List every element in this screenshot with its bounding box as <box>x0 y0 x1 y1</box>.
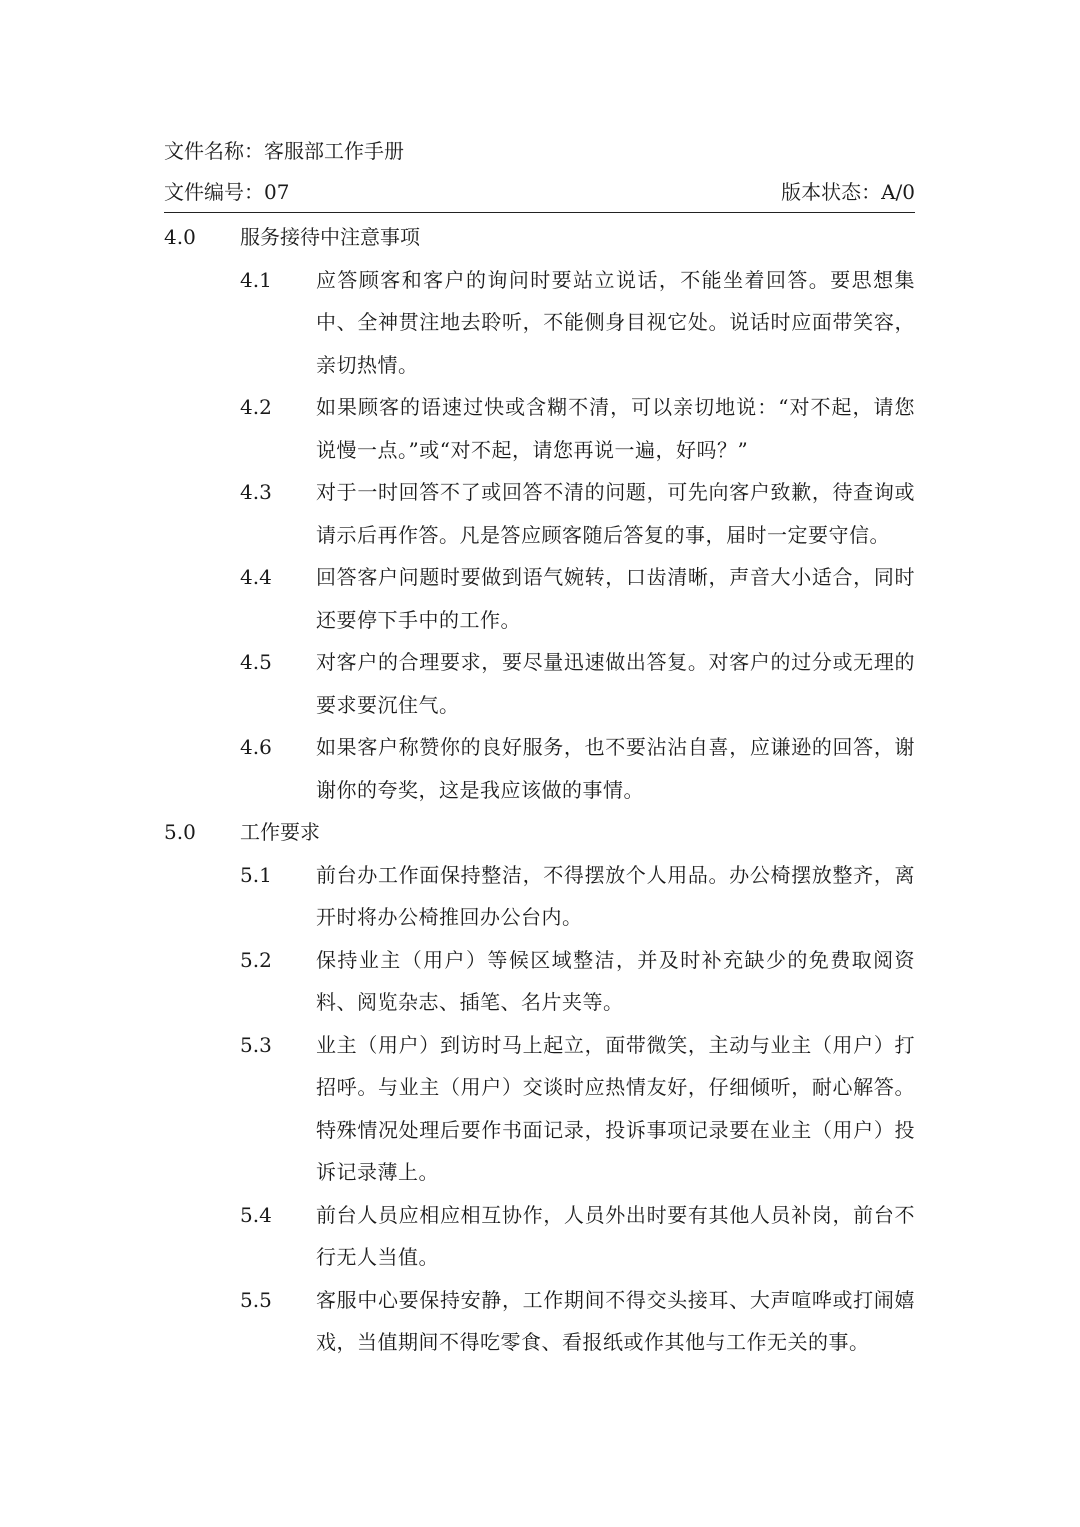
item-text: 应答顾客和客户的询问时要站立说话，不能坐着回答。要思想集中、全神贯注地去聆听，不能侧身目视它处。说话时应面带笑容，亲切热情。 <box>316 267 915 377</box>
section-heading <box>164 811 915 854</box>
item-number: 5.2 <box>240 947 272 972</box>
list-item <box>164 259 915 387</box>
list-item <box>164 1279 915 1364</box>
file-number: 文件编号：07 <box>164 180 290 204</box>
list-item <box>164 471 915 556</box>
section-title: 服务接待中注意事项 <box>240 225 420 249</box>
item-text: 前台人员应相应相互协作，人员外出时要有其他人员补岗，前台不行无人当值。 <box>316 1202 915 1269</box>
item-text: 业主（用户）到访时马上起立，面带微笑，主动与业主（用户）打招呼。与业主（用户）交谈时应热情友好，仔细倾听，耐心解答。特殊情况处理后要作书面记录，投诉事项记录要在业主（用户）投诉记录薄上。 <box>316 1032 915 1184</box>
item-number: 5.1 <box>240 862 272 887</box>
item-number: 4.5 <box>240 650 272 674</box>
item-text: 前台办工作面保持整洁，不得摆放个人用品。办公椅摆放整齐，离开时将办公椅推回办公台内。 <box>316 862 915 929</box>
list-item <box>164 1024 915 1194</box>
section-number: 4.0 <box>164 225 196 249</box>
list-item <box>164 386 915 471</box>
item-text: 保持业主（用户）等候区域整洁，并及时补充缺少的免费取阅资料、阅览杂志、插笔、名片夹等。 <box>316 947 915 1014</box>
list-item <box>164 641 915 726</box>
list-item <box>164 854 915 939</box>
item-number: 5.3 <box>240 1032 272 1057</box>
file-name: 文件名称：客服部工作手册 <box>164 139 404 163</box>
file-number-line <box>164 172 915 213</box>
version-status: 版本状态：A/0 <box>781 180 915 204</box>
item-number: 4.6 <box>240 735 272 759</box>
item-text: 对于一时回答不了或回答不清的问题，可先向客户致歉，待查询或请示后再作答。凡是答应顾客随后答复的事，届时一定要守信。 <box>316 480 915 547</box>
section-number: 5.0 <box>164 820 196 844</box>
item-number: 5.5 <box>240 1287 272 1312</box>
document-body <box>164 216 915 1364</box>
item-number: 4.2 <box>240 395 272 419</box>
list-item <box>164 1194 915 1279</box>
item-text: 如果顾客的语速过快或含糊不清，可以亲切地说：“对不起，请您说慢一点。”或“对不起，请您再说一遍，好吗？” <box>316 395 915 462</box>
file-name-line <box>164 130 915 172</box>
section-heading <box>164 216 915 259</box>
list-item <box>164 726 915 811</box>
item-number: 4.4 <box>240 565 272 589</box>
item-text: 如果客户称赞你的良好服务，也不要沾沾自喜，应谦逊的回答，谢谢你的夸奖，这是我应该做的事情。 <box>316 735 915 802</box>
item-number: 4.3 <box>240 480 272 504</box>
item-text: 回答客户问题时要做到语气婉转，口齿清晰，声音大小适合，同时还要停下手中的工作。 <box>316 565 915 632</box>
item-text: 对客户的合理要求，要尽量迅速做出答复。对客户的过分或无理的要求要沉住气。 <box>316 650 915 717</box>
document-header <box>164 130 915 213</box>
list-item <box>164 556 915 641</box>
item-text: 客服中心要保持安静，工作期间不得交头接耳、大声喧哗或打闹嬉戏，当值期间不得吃零食、看报纸或作其他与工作无关的事。 <box>316 1287 915 1354</box>
section-title: 工作要求 <box>240 820 320 844</box>
item-number: 5.4 <box>240 1202 272 1227</box>
list-item <box>164 939 915 1024</box>
item-number: 4.1 <box>240 267 272 292</box>
